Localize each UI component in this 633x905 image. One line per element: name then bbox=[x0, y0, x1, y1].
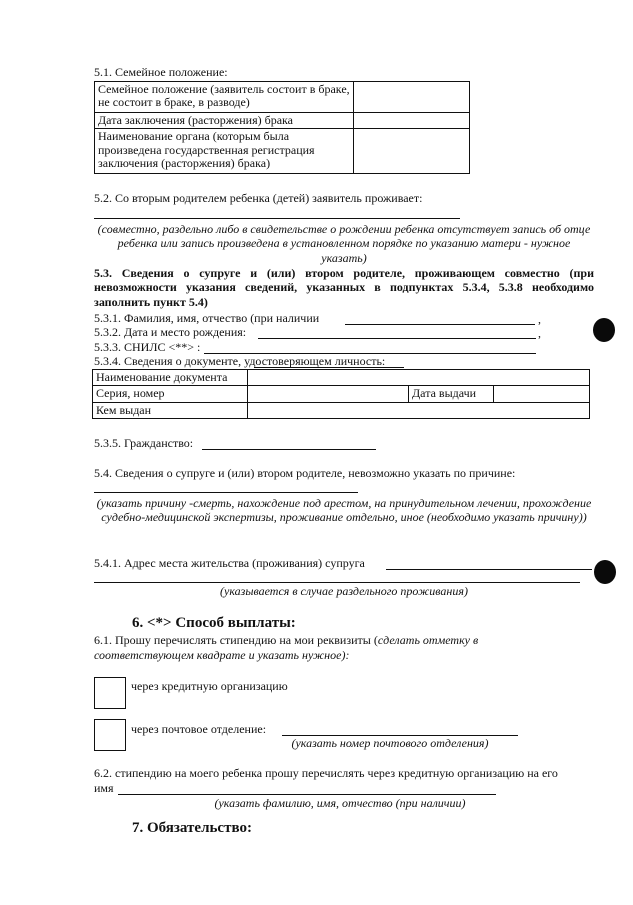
reason-line[interactable] bbox=[94, 492, 358, 493]
section-5-1-title: 5.1. Семейное положение: bbox=[94, 65, 228, 79]
doc-name-label: Наименование документа bbox=[93, 370, 248, 386]
section-6-1-text bbox=[94, 633, 594, 663]
field-birth-comma: , bbox=[538, 326, 541, 340]
citizenship-line[interactable] bbox=[202, 449, 376, 450]
marital-status-label: Семейное положение (заявитель состоит в браке, не состоит в браке, в разводе) bbox=[95, 82, 354, 113]
child-name-line[interactable] bbox=[118, 794, 496, 795]
field-fio-line[interactable] bbox=[345, 324, 535, 325]
post-checkbox[interactable] bbox=[94, 719, 126, 751]
doc-issuer-value[interactable] bbox=[248, 402, 590, 418]
doc-name-value[interactable] bbox=[248, 370, 590, 386]
doc-series-value[interactable] bbox=[248, 386, 409, 402]
cohabitation-note: (совместно, раздельно либо в свидетельстве о рождении ребенка отсутствует запись об отце ребенка или запись произведена в установленном порядке по указанию матери - нужное указать) bbox=[97, 222, 591, 265]
field-birth-line[interactable] bbox=[258, 338, 536, 339]
field-id-doc-label: 5.3.4. Сведения о документе, удостоверяющем личность: bbox=[94, 354, 386, 368]
section-5-4-text: 5.4. Сведения о супруге и (или) втором родителе, невозможно указать по причине: bbox=[94, 466, 516, 480]
section-7-title: 7. Обязательство: bbox=[132, 820, 252, 836]
section-6-2-name-label: имя bbox=[94, 781, 114, 795]
section-6-title: 6. <*> Способ выплаты: bbox=[132, 615, 296, 631]
child-name-note: (указать фамилию, имя, отчество (при наличии) bbox=[214, 796, 466, 810]
spouse-address-note: (указывается в случае раздельного проживания) bbox=[220, 584, 468, 598]
doc-series-label: Серия, номер bbox=[93, 386, 248, 402]
bank-checkbox[interactable] bbox=[94, 677, 126, 709]
doc-issuer-label: Кем выдан bbox=[93, 402, 248, 418]
citizenship-label: 5.3.5. Гражданство: bbox=[94, 436, 194, 450]
registry-office-value[interactable] bbox=[354, 129, 470, 174]
marriage-date-label: Дата заключения (расторжения) брака bbox=[95, 113, 354, 129]
spouse-address-label: 5.4.1. Адрес места жительства (проживания) супруга bbox=[94, 556, 365, 570]
hole-punch-mark bbox=[593, 318, 615, 342]
post-option-label: через почтовое отделение: bbox=[131, 722, 267, 736]
field-snils-label: 5.3.3. СНИЛС <**> : bbox=[94, 340, 201, 354]
marriage-date-value[interactable] bbox=[354, 113, 470, 129]
section-5-2-text: 5.2. Со вторым родителем ребенка (детей) заявитель проживает: bbox=[94, 191, 423, 205]
doc-date-value[interactable] bbox=[494, 386, 590, 402]
marital-status-table bbox=[94, 81, 470, 174]
cohabitation-line[interactable] bbox=[94, 218, 460, 219]
reason-note: (указать причину -смерть, нахождение под арестом, на принудительном лечении, прохождение судебно-медицинской экспертизы, проживание отдельно, иное (необходимо указать причину)) bbox=[96, 496, 592, 525]
hole-punch-mark bbox=[594, 560, 616, 584]
field-id-doc-line bbox=[254, 367, 404, 368]
field-fio-comma: , bbox=[538, 312, 541, 326]
bank-option-label: через кредитную организацию bbox=[131, 679, 288, 693]
field-fio-label: 5.3.1. Фамилия, имя, отчество (при наличии bbox=[94, 311, 320, 325]
section-5-3-title: 5.3. Сведения о супруге и (или) втором родителе, проживающем совместно (при невозможности указания сведений, указанных в подпунктах 5.3.4, 5.3.8 необходимо заполнить пункт 5.4) bbox=[94, 266, 594, 309]
section-6-1-text-c: соответствующем квадрате и указать нужное): bbox=[94, 648, 350, 662]
post-office-note: (указать номер почтового отделения) bbox=[291, 736, 489, 750]
section-6-1-text-b: сделать отметку в bbox=[377, 633, 479, 647]
registry-office-label: Наименование органа (которым была произведена государственная регистрация заключения (расторжения) брака) bbox=[95, 129, 354, 174]
id-document-table bbox=[92, 369, 590, 419]
doc-date-label: Дата выдачи bbox=[409, 386, 494, 402]
spouse-address-line-1[interactable] bbox=[386, 569, 592, 570]
field-birth-label: 5.3.2. Дата и место рождения: bbox=[94, 325, 247, 339]
section-6-1-text-a: 6.1. Прошу перечислять стипендию на мои реквизиты ( bbox=[94, 633, 378, 647]
marital-status-value[interactable] bbox=[354, 82, 470, 113]
section-6-2-text: 6.2. стипендию на моего ребенка прошу перечислять через кредитную организацию на его bbox=[94, 766, 558, 780]
spouse-address-line-2[interactable] bbox=[94, 582, 580, 583]
